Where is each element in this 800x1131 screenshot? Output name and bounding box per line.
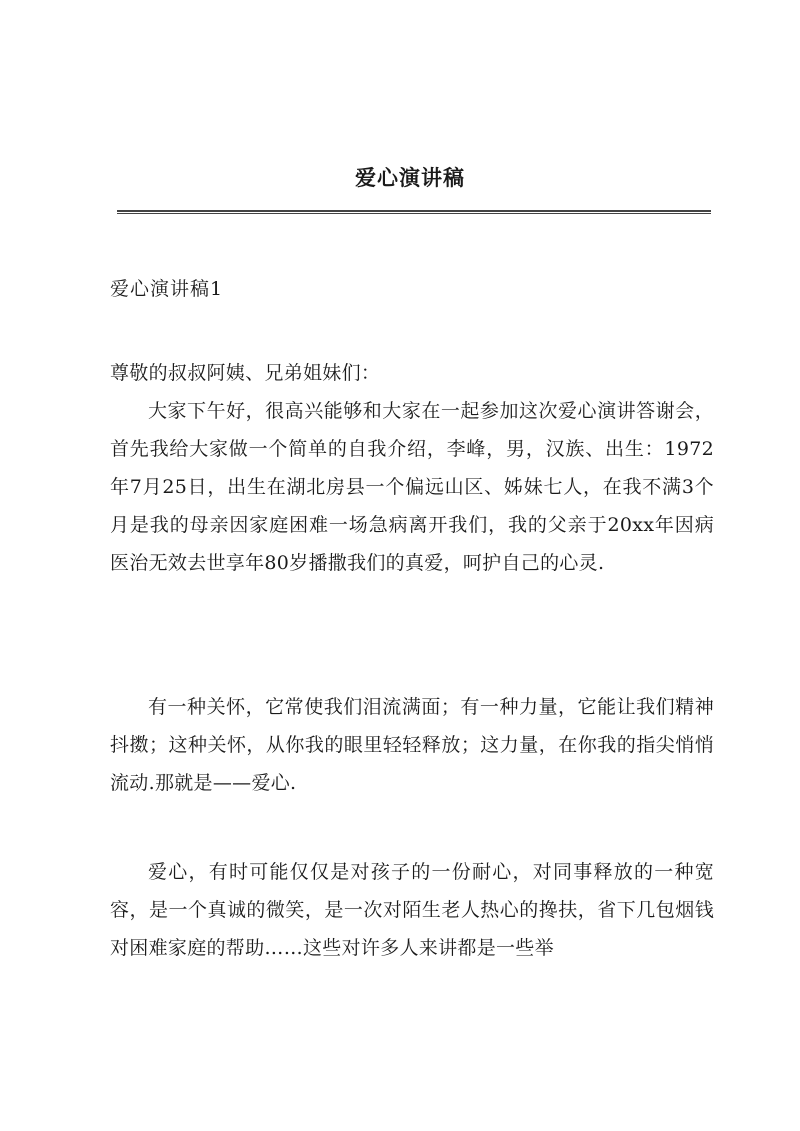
paragraph-3: 爱心，有时可能仅仅是对孩子的一份耐心，对同事释放的一种宽容，是一个真诚的微笑，是一次对陌生老人热心的搀扶，省下几包烟钱对困难家庭的帮助……这些对许多人来讲都是一些举 xyxy=(110,861,714,959)
document-title: 爱心演讲稿 xyxy=(355,165,465,190)
paragraph-1: 大家下午好，很高兴能够和大家在一起参加这次爱心演讲答谢会，首先我给大家做一个简单的自我介绍，李峰，男，汉族、出生：1972年7月25日，出生在湖北房县一个偏远山区、姊妹七人，在我不满3个月是我的母亲因家庭困难一场急病离开我们，我的父亲于20xx年因病医治无效去世享年80岁播撒我们的真爱，呵护自己的心灵. xyxy=(110,400,714,574)
salutation-line: 尊敬的叔叔阿姨、兄弟姐妹们： xyxy=(110,362,381,384)
paragraph-2: 有一种关怀，它常使我们泪流满面；有一种力量，它能让我们精神抖擞；这种关怀，从你我的眼里轻轻释放；这力量，在你我的指尖悄悄流动.那就是——爱心. xyxy=(110,696,714,794)
section-heading: 爱心演讲稿1 xyxy=(110,278,224,300)
title-divider xyxy=(117,210,711,214)
